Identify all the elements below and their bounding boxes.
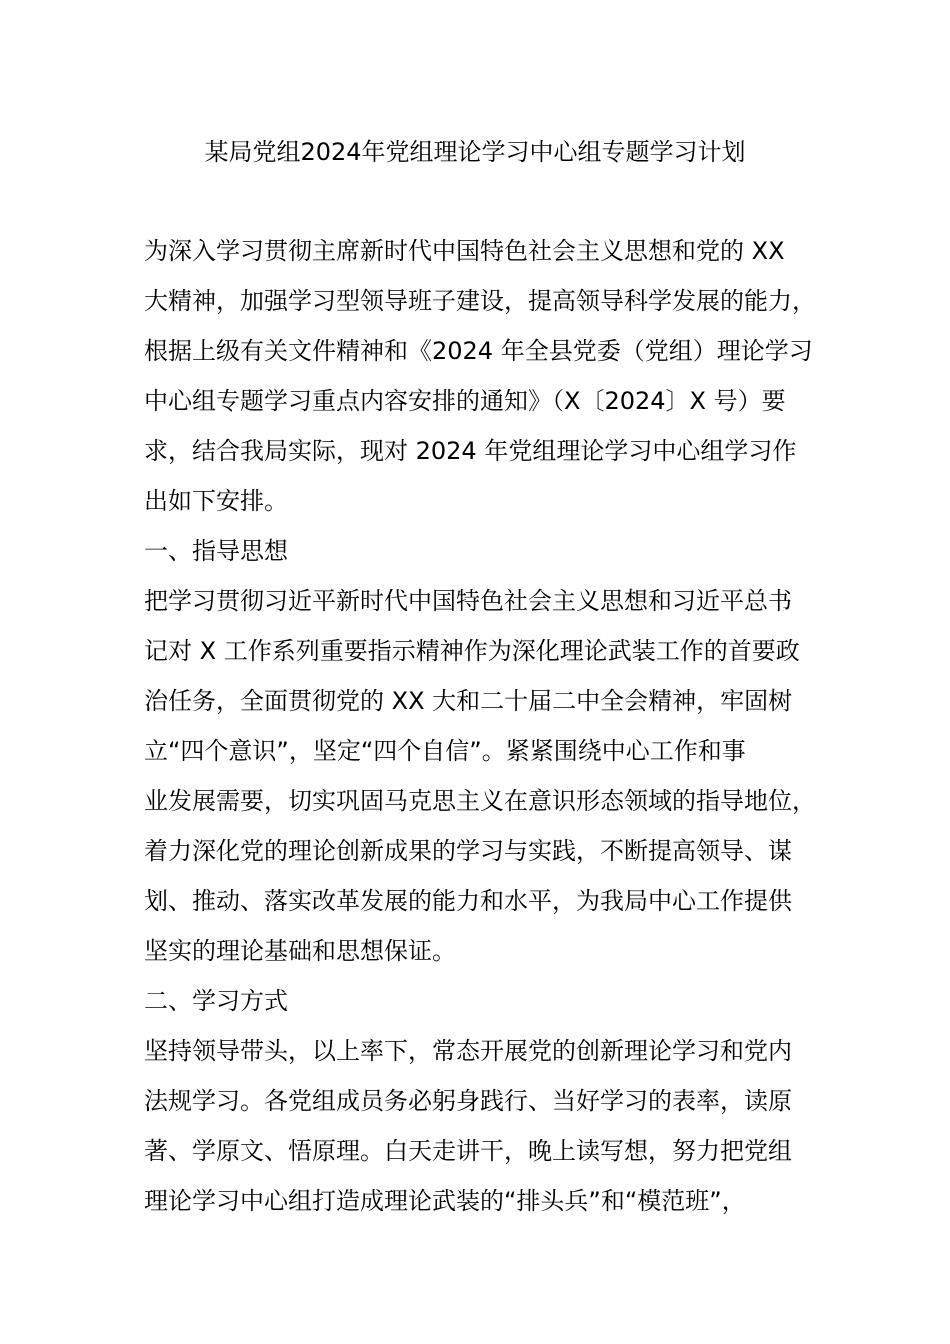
document-title: 某局党组2024年党组理论学习中心组专题学习计划 bbox=[204, 138, 746, 166]
intro-line: 出如下安排。 bbox=[144, 487, 288, 515]
section1-line: 着力深化党的理论创新成果的学习与实践，不断提高领导、谋 bbox=[144, 837, 792, 865]
section1-line: 立“四个意识”，坚定“四个自信”。紧紧围绕中心工作和事 bbox=[144, 737, 746, 765]
section1-line: 治任务，全面贯彻党的 XX 大和二十届二中全会精神，牢固树 bbox=[144, 687, 793, 715]
section1-line: 划、推动、落实改革发展的能力和水平，为我局中心工作提供 bbox=[144, 887, 792, 915]
intro-line: 根据上级有关文件精神和《2024 年全县党委（党组）理论学习 bbox=[144, 337, 813, 365]
intro-line: 大精神，加强学习型领导班子建设，提高领导科学发展的能力， bbox=[144, 287, 816, 315]
section2-line: 法规学习。各党组成员务必躬身践行、当好学习的表率，读原 bbox=[144, 1087, 792, 1115]
section2-line: 著、学原文、悟原理。白天走讲干，晚上读写想，努力把党组 bbox=[144, 1137, 792, 1165]
section1-line: 业发展需要，切实巩固马克思主义在意识形态领域的指导地位， bbox=[144, 787, 816, 815]
section-heading-guiding-ideology: 一、指导思想 bbox=[144, 537, 288, 565]
intro-line: 求，结合我局实际，现对 2024 年党组理论学习中心组学习作 bbox=[144, 437, 797, 465]
intro-line: 中心组专题学习重点内容安排的通知》（X〔2024〕X 号）要 bbox=[144, 387, 786, 415]
intro-line: 为深入学习贯彻主席新时代中国特色社会主义思想和党的 XX bbox=[144, 237, 785, 265]
section2-line: 坚持领导带头，以上率下，常态开展党的创新理论学习和党内 bbox=[144, 1037, 792, 1065]
section1-line: 记对 X 工作系列重要指示精神作为深化理论武装工作的首要政 bbox=[144, 637, 800, 665]
section-heading-learning-method: 二、学习方式 bbox=[144, 987, 288, 1015]
section1-line: 把学习贯彻习近平新时代中国特色社会主义思想和习近平总书 bbox=[144, 587, 792, 615]
section2-line: 理论学习中心组打造成理论武装的“排头兵”和“模范班”， bbox=[144, 1187, 746, 1215]
section1-line: 坚实的理论基础和思想保证。 bbox=[144, 937, 456, 965]
document-body bbox=[144, 226, 814, 1226]
